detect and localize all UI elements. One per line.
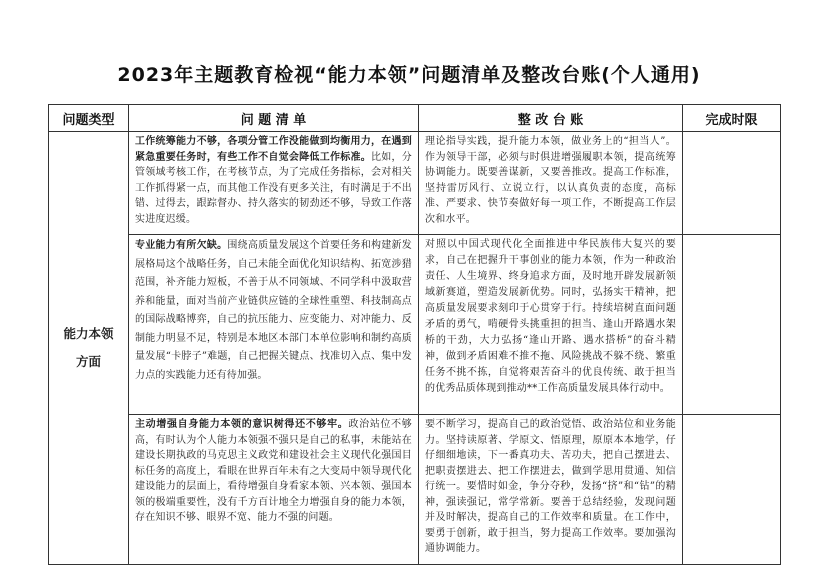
problem-lead: 专业能力有所欠缺。 — [135, 240, 228, 251]
problem-text: 围绕高质量发展这个首要任务和构建新发展格局这个战略任务，自己未能全面优化知识结构、拓宽涉猎范围，补齐能力短板，不善于从不同领域、不同学科中汲取营养和能量，面对当前产业链供应链的全球性重塑、科技制高点的国际战略博弈，自己的抗压能力、应变能力、对冲能力、反制能力明显不足，特别是本地区本部门本单位影响和制约高质量发展“卡脖子”难题，自己把握关键点、找准切入点、集中发力点的实践能力还有待加强。 — [135, 240, 412, 381]
problem-lead: 工作统筹能力不够，各项分管工作没能做到均衡用力，在遇到紧急重要任务时，有些工作不自觉会降低工作标准。 — [135, 136, 412, 163]
problem-text: 比如，分管领域考核工作，在考核节点，为了完成任务指标，会对相关工作抓得紧一点，而其他工作没有更多关注，有时满足于不出错、过得去，跟踪督办、持久落实的韧劲还不够，导致工作落实进度迟缓。 — [135, 151, 412, 225]
table-row — [49, 415, 781, 565]
header-deadline: 完成时限 — [683, 105, 781, 132]
table-header-row — [49, 105, 781, 132]
problem-cell — [129, 132, 419, 235]
category-label-line1: 能力本领 — [63, 326, 114, 341]
rectification-table — [48, 104, 781, 565]
problem-text: 政治站位不够高，有时认为个人能力本领强不强只是自己的私事，未能站在建设长期执政的马克思主义政党和建设社会主义现代化强国目标任务的高度上，看眼在世界百年未有之大变局中领导现代化建设能力的层面上，看待增强自身看家本领、兴本领、强国本领的极端重要性，没有千方百计地全力增强自身的能力本领，存在知识不够、眼界不宽、能力不强的问题。 — [135, 419, 412, 523]
category-cell — [49, 132, 129, 565]
deadline-cell — [683, 235, 781, 415]
page-title: 2023年主题教育检视“能力本领”问题清单及整改台账(个人通用) — [117, 64, 701, 86]
rectification-cell: 对照以中国式现代化全面推进中华民族伟大复兴的要求，自己在把握升干事创业的能力本领，作为一种政治责任、人生境界、终身追求方面，及时地开辟发展新领域新赛道，塑造发展新优势。同时，弘扬实干精神，把高质量发展要求刻印于心贯穿于行。持续培树直面问题矛盾的勇气，啃硬骨头挑重担的担当、逢山开路遇水架桥的干劲，大力弘扬“逢山开路、遇水搭桥”的奋斗精神，做到矛盾困难不推不拖、风险挑战不躲不绕、繁重任务不挑不拣，自觉将艰苦奋斗的优良传统、敢于担当的优秀品质体现到推动**工作高质量发展具体行动中。 — [419, 235, 683, 415]
header-rectification: 整 改 台 账 — [419, 105, 683, 132]
problem-cell — [129, 235, 419, 415]
problem-cell — [129, 415, 419, 565]
rectification-cell: 要不断学习，提高自己的政治觉悟、政治站位和业务能力。坚持读原著、学原文、悟原理，原原本本地学，仔仔细细地读，下一番真功夫、苦功夫，把自己摆进去、把职责摆进去、把工作摆进去，做到学思用贯通、知信行统一。要惜时如金，争分夺秒，发扬“挤”和“钻”的精神，强读强记，常学常新。要善于总结经验，发现问题并及时解决，提高自己的工作效率和质量。在工作中，要勇于创新，敢于担当，努力提高工作效率。要加强沟通协调能力。 — [419, 415, 683, 565]
deadline-cell — [683, 132, 781, 235]
table-row — [49, 132, 781, 235]
problem-lead: 主动增强自身能力本领的意识树得还不够牢。 — [135, 419, 349, 430]
category-label-line2: 方面 — [75, 354, 101, 369]
header-problem-type: 问题类型 — [49, 105, 129, 132]
table-row — [49, 235, 781, 415]
header-problem-list: 问 题 清 单 — [129, 105, 419, 132]
deadline-cell — [683, 415, 781, 565]
rectification-cell: 理论指导实践，提升能力本领，做业务上的“担当人”。作为领导干部，必须与时俱进增强履职本领，提高统筹协调能力。既要善谋新，又要善推改。提高工作标准，坚持雷厉风行、立说立行，以认真负责的态度，高标准、严要求、快节奏做好每一项工作，不断提高工作层次和水平。 — [419, 132, 683, 235]
